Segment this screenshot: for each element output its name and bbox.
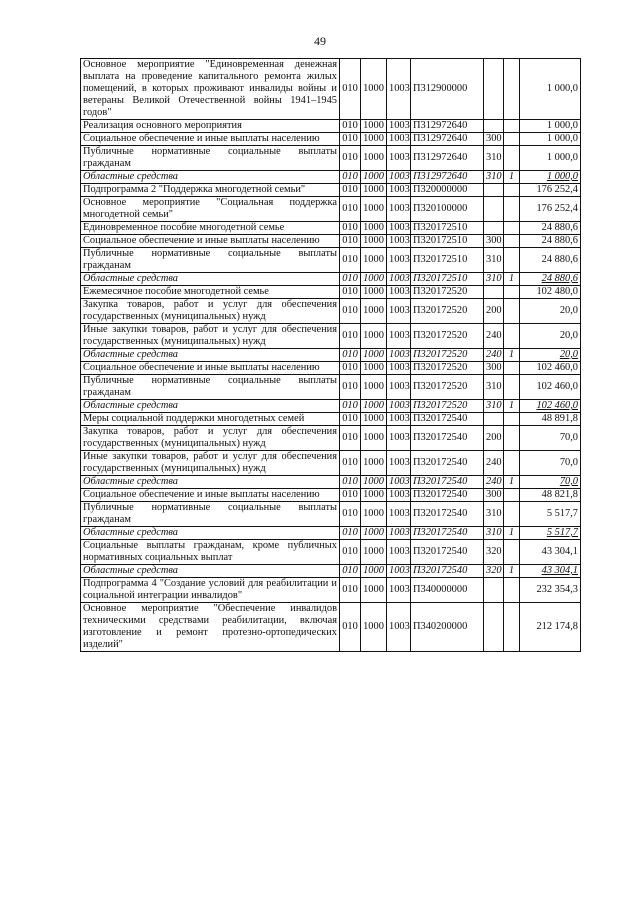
table-row	[81, 476, 581, 489]
row-name: Закупка товаров, работ и услуг для обеспечения государственных (муниципальных) нужд	[81, 426, 340, 451]
amount: 43 304,1	[520, 565, 581, 578]
row-name: Закупка товаров, работ и услуг для обеспечения государственных (муниципальных) нужд	[81, 299, 340, 324]
subsection-code: 1003	[387, 299, 411, 324]
expense-type-code: 320	[484, 540, 504, 565]
section-code: 1000	[361, 120, 387, 133]
table-row	[81, 286, 581, 299]
expense-type-code: 310	[484, 273, 504, 286]
funding-source-code	[504, 286, 520, 299]
expense-type-code: 300	[484, 235, 504, 248]
subsection-code: 1003	[387, 476, 411, 489]
section-code: 1000	[361, 451, 387, 476]
target-article-code: П320172540	[411, 540, 484, 565]
row-name: Областные средства	[81, 273, 340, 286]
funding-source-code	[504, 235, 520, 248]
table-row	[81, 489, 581, 502]
ministry-code: 010	[340, 146, 361, 171]
target-article-code: П320172510	[411, 273, 484, 286]
funding-source-code: 1	[504, 349, 520, 362]
section-code: 1000	[361, 324, 387, 349]
subsection-code: 1003	[387, 375, 411, 400]
subsection-code: 1003	[387, 248, 411, 273]
subsection-code: 1003	[387, 578, 411, 603]
ministry-code: 010	[340, 603, 361, 652]
target-article-code: П312972640	[411, 171, 484, 184]
row-name: Публичные нормативные социальные выплаты гражданам	[81, 146, 340, 171]
ministry-code: 010	[340, 426, 361, 451]
amount: 24 880,6	[520, 273, 581, 286]
target-article-code: П320172510	[411, 222, 484, 235]
subsection-code: 1003	[387, 273, 411, 286]
section-code: 1000	[361, 565, 387, 578]
row-name: Социальные выплаты гражданам, кроме публичных нормативных социальных выплат	[81, 540, 340, 565]
expense-type-code: 310	[484, 375, 504, 400]
row-name: Реализация основного мероприятия	[81, 120, 340, 133]
row-name: Социальное обеспечение и иные выплаты населению	[81, 133, 340, 146]
table-row	[81, 184, 581, 197]
amount: 20,0	[520, 299, 581, 324]
funding-source-code	[504, 578, 520, 603]
section-code: 1000	[361, 349, 387, 362]
amount: 1 000,0	[520, 171, 581, 184]
ministry-code: 010	[340, 578, 361, 603]
amount: 1 000,0	[520, 59, 581, 120]
target-article-code: П320172540	[411, 502, 484, 527]
section-code: 1000	[361, 489, 387, 502]
target-article-code: П312972640	[411, 146, 484, 171]
page-number: 49	[314, 34, 326, 48]
funding-source-code	[504, 362, 520, 375]
subsection-code: 1003	[387, 400, 411, 413]
row-name: Единовременное пособие многодетной семье	[81, 222, 340, 235]
table-row	[81, 248, 581, 273]
amount: 1 000,0	[520, 146, 581, 171]
table-row	[81, 362, 581, 375]
target-article-code: П320172540	[411, 565, 484, 578]
funding-source-code: 1	[504, 527, 520, 540]
budget-table	[80, 58, 581, 652]
table-row	[81, 603, 581, 652]
target-article-code: П320172510	[411, 235, 484, 248]
funding-source-code	[504, 146, 520, 171]
expense-type-code: 300	[484, 362, 504, 375]
amount: 5 517,7	[520, 502, 581, 527]
ministry-code: 010	[340, 540, 361, 565]
row-name: Областные средства	[81, 171, 340, 184]
row-name: Подпрограмма 4 "Создание условий для реабилитации и социальной интеграции инвалидов"	[81, 578, 340, 603]
amount: 24 880,6	[520, 235, 581, 248]
section-code: 1000	[361, 133, 387, 146]
row-name: Иные закупки товаров, работ и услуг для обеспечения государственных (муниципальных) нужд	[81, 451, 340, 476]
funding-source-code	[504, 489, 520, 502]
target-article-code: П320172520	[411, 375, 484, 400]
table-row	[81, 133, 581, 146]
target-article-code: П320172540	[411, 413, 484, 426]
row-name: Основное мероприятие "Социальная поддержка многодетной семьи"	[81, 197, 340, 222]
ministry-code: 010	[340, 273, 361, 286]
amount: 102 460,0	[520, 375, 581, 400]
expense-type-code: 240	[484, 349, 504, 362]
expense-type-code: 240	[484, 476, 504, 489]
section-code: 1000	[361, 540, 387, 565]
amount: 102 460,0	[520, 400, 581, 413]
amount: 176 252,4	[520, 197, 581, 222]
funding-source-code: 1	[504, 565, 520, 578]
ministry-code: 010	[340, 299, 361, 324]
ministry-code: 010	[340, 324, 361, 349]
ministry-code: 010	[340, 286, 361, 299]
target-article-code: П320172540	[411, 527, 484, 540]
funding-source-code	[504, 299, 520, 324]
subsection-code: 1003	[387, 426, 411, 451]
subsection-code: 1003	[387, 565, 411, 578]
row-name: Социальное обеспечение и иные выплаты населению	[81, 489, 340, 502]
ministry-code: 010	[340, 184, 361, 197]
expense-type-code: 200	[484, 299, 504, 324]
amount: 20,0	[520, 349, 581, 362]
table-row	[81, 324, 581, 349]
section-code: 1000	[361, 197, 387, 222]
section-code: 1000	[361, 413, 387, 426]
row-name: Областные средства	[81, 565, 340, 578]
amount: 212 174,8	[520, 603, 581, 652]
subsection-code: 1003	[387, 184, 411, 197]
ministry-code: 010	[340, 565, 361, 578]
table-row	[81, 120, 581, 133]
subsection-code: 1003	[387, 286, 411, 299]
funding-source-code	[504, 133, 520, 146]
subsection-code: 1003	[387, 362, 411, 375]
table-row	[81, 565, 581, 578]
target-article-code: П312972640	[411, 120, 484, 133]
subsection-code: 1003	[387, 489, 411, 502]
subsection-code: 1003	[387, 197, 411, 222]
table-row	[81, 146, 581, 171]
amount: 70,0	[520, 426, 581, 451]
amount: 232 354,3	[520, 578, 581, 603]
row-name: Социальное обеспечение и иные выплаты населению	[81, 362, 340, 375]
expense-type-code: 310	[484, 502, 504, 527]
section-code: 1000	[361, 59, 387, 120]
ministry-code: 010	[340, 120, 361, 133]
subsection-code: 1003	[387, 171, 411, 184]
target-article-code: П320100000	[411, 197, 484, 222]
target-article-code: П312972640	[411, 133, 484, 146]
section-code: 1000	[361, 184, 387, 197]
section-code: 1000	[361, 603, 387, 652]
table-row	[81, 222, 581, 235]
row-name: Подпрограмма 2 "Поддержка многодетной семьи"	[81, 184, 340, 197]
row-name: Областные средства	[81, 400, 340, 413]
amount: 24 880,6	[520, 248, 581, 273]
amount: 102 480,0	[520, 286, 581, 299]
row-name: Областные средства	[81, 527, 340, 540]
row-name: Основное мероприятие "Обеспечение инвалидов техническими средствами реабилитации, включая изготовление и ремонт протезно-ортопедических изделий"	[81, 603, 340, 652]
amount: 1 000,0	[520, 133, 581, 146]
funding-source-code	[504, 184, 520, 197]
amount: 24 880,6	[520, 222, 581, 235]
target-article-code: П320172540	[411, 426, 484, 451]
target-article-code: П312900000	[411, 59, 484, 120]
row-name: Публичные нормативные социальные выплаты гражданам	[81, 248, 340, 273]
row-name: Ежемесячное пособие многодетной семье	[81, 286, 340, 299]
funding-source-code	[504, 451, 520, 476]
funding-source-code	[504, 603, 520, 652]
amount: 20,0	[520, 324, 581, 349]
funding-source-code	[504, 324, 520, 349]
expense-type-code: 240	[484, 451, 504, 476]
target-article-code: П320172520	[411, 400, 484, 413]
section-code: 1000	[361, 502, 387, 527]
target-article-code: П320172540	[411, 451, 484, 476]
row-name: Публичные нормативные социальные выплаты гражданам	[81, 375, 340, 400]
ministry-code: 010	[340, 527, 361, 540]
amount: 102 460,0	[520, 362, 581, 375]
table-row	[81, 578, 581, 603]
ministry-code: 010	[340, 362, 361, 375]
funding-source-code: 1	[504, 400, 520, 413]
subsection-code: 1003	[387, 349, 411, 362]
amount: 70,0	[520, 476, 581, 489]
subsection-code: 1003	[387, 235, 411, 248]
section-code: 1000	[361, 286, 387, 299]
funding-source-code: 1	[504, 171, 520, 184]
row-name: Социальное обеспечение и иные выплаты населению	[81, 235, 340, 248]
amount: 70,0	[520, 451, 581, 476]
amount: 5 517,7	[520, 527, 581, 540]
table-row	[81, 197, 581, 222]
section-code: 1000	[361, 248, 387, 273]
table-row	[81, 527, 581, 540]
funding-source-code	[504, 248, 520, 273]
ministry-code: 010	[340, 413, 361, 426]
table-row	[81, 413, 581, 426]
expense-type-code: 300	[484, 133, 504, 146]
amount: 48 891,8	[520, 413, 581, 426]
target-article-code: П340200000	[411, 603, 484, 652]
amount: 1 000,0	[520, 120, 581, 133]
section-code: 1000	[361, 171, 387, 184]
expense-type-code	[484, 120, 504, 133]
row-name: Областные средства	[81, 349, 340, 362]
expense-type-code	[484, 184, 504, 197]
target-article-code: П320172520	[411, 349, 484, 362]
subsection-code: 1003	[387, 502, 411, 527]
expense-type-code: 240	[484, 324, 504, 349]
row-name: Иные закупки товаров, работ и услуг для обеспечения государственных (муниципальных) нужд	[81, 324, 340, 349]
funding-source-code: 1	[504, 273, 520, 286]
expense-type-code	[484, 413, 504, 426]
section-code: 1000	[361, 362, 387, 375]
amount: 176 252,4	[520, 184, 581, 197]
ministry-code: 010	[340, 59, 361, 120]
subsection-code: 1003	[387, 59, 411, 120]
ministry-code: 010	[340, 502, 361, 527]
table-row	[81, 235, 581, 248]
ministry-code: 010	[340, 133, 361, 146]
target-article-code: П320172540	[411, 489, 484, 502]
target-article-code: П320172520	[411, 286, 484, 299]
subsection-code: 1003	[387, 413, 411, 426]
target-article-code: П320000000	[411, 184, 484, 197]
expense-type-code: 320	[484, 565, 504, 578]
target-article-code: П320172540	[411, 476, 484, 489]
ministry-code: 010	[340, 476, 361, 489]
expense-type-code	[484, 603, 504, 652]
subsection-code: 1003	[387, 324, 411, 349]
expense-type-code: 310	[484, 146, 504, 171]
section-code: 1000	[361, 235, 387, 248]
expense-type-code: 310	[484, 400, 504, 413]
expense-type-code: 200	[484, 426, 504, 451]
funding-source-code	[504, 120, 520, 133]
funding-source-code: 1	[504, 476, 520, 489]
section-code: 1000	[361, 375, 387, 400]
table-row	[81, 375, 581, 400]
target-article-code: П320172520	[411, 324, 484, 349]
ministry-code: 010	[340, 235, 361, 248]
ministry-code: 010	[340, 375, 361, 400]
expense-type-code: 310	[484, 248, 504, 273]
row-name: Основное мероприятие "Единовременная денежная выплата на проведение капитального ремонта жилых помещений, в которых проживают инвалиды войны и ветераны Великой Отечественной войны 1941–1945 годов"	[81, 59, 340, 120]
amount: 48 821,8	[520, 489, 581, 502]
section-code: 1000	[361, 273, 387, 286]
expense-type-code	[484, 59, 504, 120]
expense-type-code: 300	[484, 489, 504, 502]
section-code: 1000	[361, 400, 387, 413]
funding-source-code	[504, 502, 520, 527]
table-row	[81, 171, 581, 184]
subsection-code: 1003	[387, 222, 411, 235]
subsection-code: 1003	[387, 527, 411, 540]
subsection-code: 1003	[387, 120, 411, 133]
funding-source-code	[504, 375, 520, 400]
amount: 43 304,1	[520, 540, 581, 565]
funding-source-code	[504, 426, 520, 451]
subsection-code: 1003	[387, 146, 411, 171]
row-name: Публичные нормативные социальные выплаты гражданам	[81, 502, 340, 527]
table-row	[81, 502, 581, 527]
expense-type-code	[484, 197, 504, 222]
ministry-code: 010	[340, 400, 361, 413]
funding-source-code	[504, 197, 520, 222]
table-row	[81, 349, 581, 362]
section-code: 1000	[361, 476, 387, 489]
target-article-code: П320172520	[411, 362, 484, 375]
funding-source-code	[504, 222, 520, 235]
subsection-code: 1003	[387, 133, 411, 146]
table-row	[81, 273, 581, 286]
ministry-code: 010	[340, 248, 361, 273]
ministry-code: 010	[340, 171, 361, 184]
target-article-code: П320172510	[411, 248, 484, 273]
section-code: 1000	[361, 222, 387, 235]
table-row	[81, 540, 581, 565]
subsection-code: 1003	[387, 540, 411, 565]
expense-type-code	[484, 286, 504, 299]
ministry-code: 010	[340, 197, 361, 222]
expense-type-code: 310	[484, 527, 504, 540]
funding-source-code	[504, 59, 520, 120]
table-row	[81, 426, 581, 451]
ministry-code: 010	[340, 349, 361, 362]
funding-source-code	[504, 540, 520, 565]
section-code: 1000	[361, 578, 387, 603]
target-article-code: П320172520	[411, 299, 484, 324]
table-row	[81, 451, 581, 476]
row-name: Меры социальной поддержки многодетных семей	[81, 413, 340, 426]
section-code: 1000	[361, 146, 387, 171]
target-article-code: П340000000	[411, 578, 484, 603]
funding-source-code	[504, 413, 520, 426]
section-code: 1000	[361, 299, 387, 324]
ministry-code: 010	[340, 451, 361, 476]
row-name: Областные средства	[81, 476, 340, 489]
subsection-code: 1003	[387, 603, 411, 652]
table-row	[81, 59, 581, 120]
ministry-code: 010	[340, 222, 361, 235]
subsection-code: 1003	[387, 451, 411, 476]
section-code: 1000	[361, 426, 387, 451]
expense-type-code	[484, 578, 504, 603]
table-row	[81, 400, 581, 413]
ministry-code: 010	[340, 489, 361, 502]
table-row	[81, 299, 581, 324]
expense-type-code: 310	[484, 171, 504, 184]
section-code: 1000	[361, 527, 387, 540]
expense-type-code	[484, 222, 504, 235]
